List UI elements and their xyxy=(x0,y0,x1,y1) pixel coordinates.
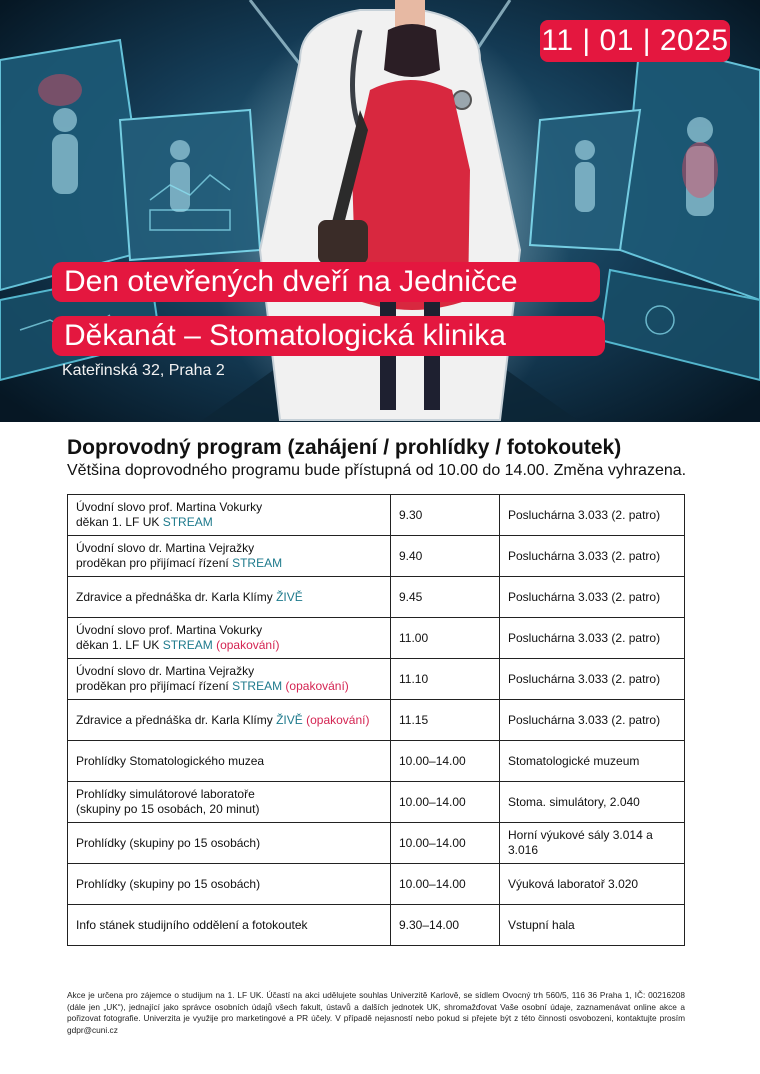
table-row xyxy=(68,659,685,700)
program-time-cell: 10.00–14.00 xyxy=(391,782,500,823)
program-item-detail: děkan 1. LF UK xyxy=(76,638,163,652)
program-place-cell: Vstupní hala xyxy=(500,905,685,946)
program-place-cell: Posluchárna 3.033 (2. patro) xyxy=(500,700,685,741)
program-item-cell xyxy=(68,782,391,823)
program-time-cell: 10.00–14.00 xyxy=(391,864,500,905)
program-heading: Doprovodný program (zahájení / prohlídky / fotokoutek) xyxy=(67,436,622,459)
table-row xyxy=(68,577,685,618)
program-item-title: Úvodní slovo dr. Martina Vejražky xyxy=(76,541,255,555)
table-row xyxy=(68,618,685,659)
program-place-cell: Posluchárna 3.033 (2. patro) xyxy=(500,659,685,700)
repeat-tag: (opakování) xyxy=(302,712,370,727)
program-time-cell: 9.40 xyxy=(391,536,500,577)
table-row xyxy=(68,741,685,782)
hero-banner xyxy=(0,0,760,422)
table-row xyxy=(68,495,685,536)
program-item-detail: Zdravice a přednáška dr. Karla Klímy xyxy=(76,712,277,727)
program-item-cell xyxy=(68,495,391,536)
table-row xyxy=(68,864,685,905)
broadcast-tag: STREAM xyxy=(162,638,213,652)
program-item-cell xyxy=(68,741,391,782)
program-item-cell xyxy=(68,659,391,700)
program-item-title: Úvodní slovo dr. Martina Vejražky xyxy=(76,664,255,678)
hero-illustration xyxy=(0,0,760,422)
broadcast-tag: STREAM xyxy=(232,679,283,693)
table-row xyxy=(68,536,685,577)
table-row xyxy=(68,823,685,864)
repeat-tag: (opakování) xyxy=(282,679,349,693)
program-place-cell: Posluchárna 3.033 (2. patro) xyxy=(500,536,685,577)
program-time-cell: 10.00–14.00 xyxy=(391,741,500,782)
program-place-cell: Stoma. simulátory, 2.040 xyxy=(500,782,685,823)
table-row xyxy=(68,782,685,823)
program-time-cell: 9.30–14.00 xyxy=(391,905,500,946)
program-place-cell: Posluchárna 3.033 (2. patro) xyxy=(500,577,685,618)
repeat-tag: (opakování) xyxy=(212,638,280,652)
table-row xyxy=(68,700,685,741)
program-place-cell: Stomatologické muzeum xyxy=(500,741,685,782)
program-item-detail: děkan 1. LF UK xyxy=(76,515,163,529)
program-time-cell: 11.15 xyxy=(391,700,500,741)
program-table xyxy=(67,494,685,946)
program-item-detail: Zdravice a přednáška dr. Karla Klímy xyxy=(76,589,277,604)
program-item-detail: (skupiny po 15 osobách, 20 minut) xyxy=(76,802,260,816)
program-item-cell xyxy=(68,823,391,864)
program-item-title: Prohlídky simulátorové laboratoře xyxy=(76,787,255,801)
program-item-cell xyxy=(68,618,391,659)
program-place-cell: Posluchárna 3.033 (2. patro) xyxy=(500,495,685,536)
program-place-cell: Výuková laboratoř 3.020 xyxy=(500,864,685,905)
program-time-cell: 11.10 xyxy=(391,659,500,700)
program-item-cell xyxy=(68,536,391,577)
program-time-cell: 11.00 xyxy=(391,618,500,659)
table-row xyxy=(68,905,685,946)
program-item-detail: Prohlídky (skupiny po 15 osobách) xyxy=(76,876,261,891)
program-item-title: Úvodní slovo prof. Martina Vokurky xyxy=(76,500,263,514)
program-item-detail: Prohlídky (skupiny po 15 osobách) xyxy=(76,835,261,850)
event-subtitle: Děkanát – Stomatologická klinika xyxy=(52,316,605,356)
program-item-cell xyxy=(68,577,391,618)
program-item-detail: proděkan pro přijímací řízení xyxy=(76,556,233,570)
event-address: Kateřinská 32, Praha 2 xyxy=(62,362,225,379)
program-item-detail: Info stánek studijního oddělení a fotokoutek xyxy=(76,917,308,932)
event-date-badge: 11 | 01 | 2025 xyxy=(540,20,730,62)
program-item-cell xyxy=(68,864,391,905)
program-item-detail: proděkan pro přijímací řízení xyxy=(76,679,233,693)
broadcast-tag: STREAM xyxy=(232,556,283,570)
program-item-title: Úvodní slovo prof. Martina Vokurky xyxy=(76,623,263,637)
broadcast-tag: ŽIVĚ xyxy=(276,712,303,727)
program-table-body xyxy=(68,495,685,946)
program-place-cell: Posluchárna 3.033 (2. patro) xyxy=(500,618,685,659)
broadcast-tag: ŽIVĚ xyxy=(276,589,303,604)
gdpr-footer-note: Akce je určena pro zájemce o studijum na 1. LF UK. Účastí na akci udělujete souhlas Univerzitě Karlově, se sídlem Ovocný trh 560/5, 116 36 Praha 1, IČ: 00216208 (dále jen „UK“), jednající jako správce osobních údajů všech fakult, ústavů a dalších jednotek UK, shromažďovat Vaše osobní údaje, zaznamenávat online akce a pořizovat fotografie. Univerzita je využije pro marketingové a PR účely. V případě nejasností nebo pokud si přejete být z této činnosti osvobozeni, kontaktujte prosím gdpr@cuni.cz xyxy=(67,990,685,1035)
broadcast-tag: STREAM xyxy=(162,515,213,529)
program-item-cell xyxy=(68,905,391,946)
event-title: Den otevřených dveří na Jedničce xyxy=(52,262,600,302)
program-time-cell: 9.30 xyxy=(391,495,500,536)
program-subheading: Většina doprovodného programu bude přístupná od 10.00 do 14.00. Změna vyhrazena. xyxy=(67,462,687,479)
program-place-cell: Horní výukové sály 3.014 a 3.016 xyxy=(500,823,685,864)
program-time-cell: 10.00–14.00 xyxy=(391,823,500,864)
program-item-cell xyxy=(68,700,391,741)
program-time-cell: 9.45 xyxy=(391,577,500,618)
program-item-detail: Prohlídky Stomatologického muzea xyxy=(76,753,265,768)
